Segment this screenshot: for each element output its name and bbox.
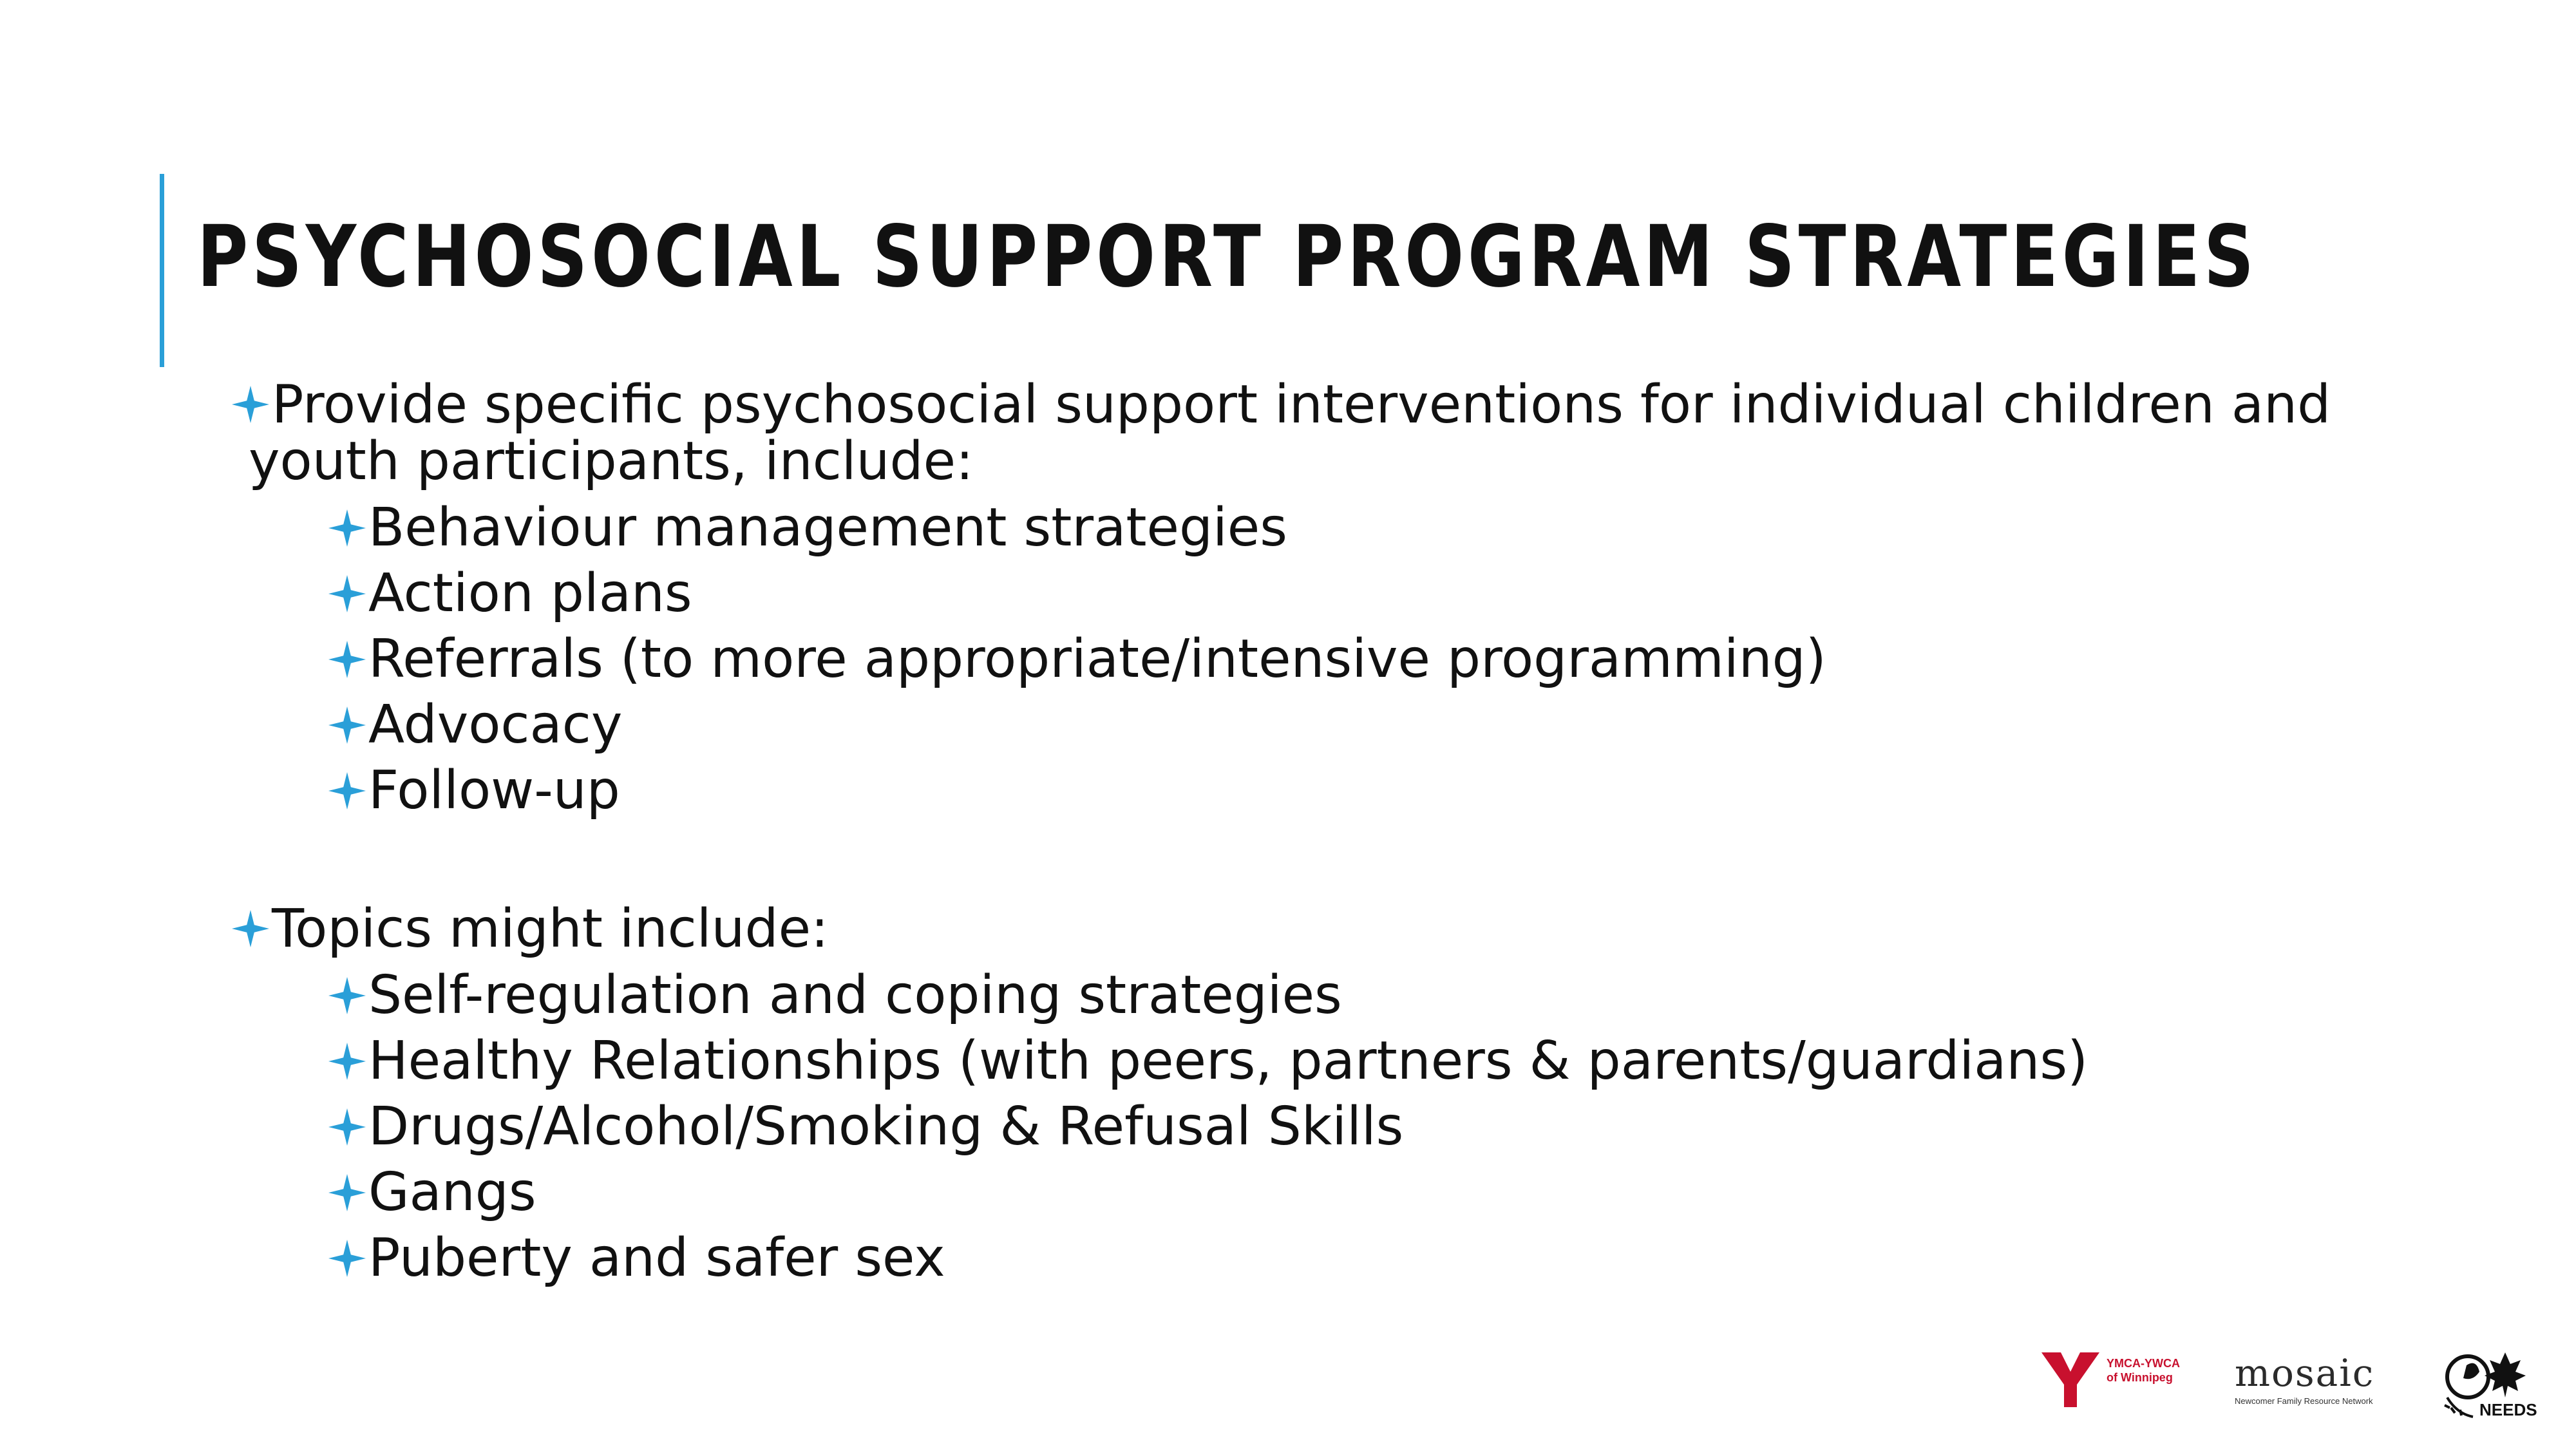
bullet-text: Topics might include: (272, 898, 829, 960)
ymca-logo-text: YMCA-YWCA (2107, 1357, 2180, 1370)
sub-bullet-text: Referrals (to more appropriate/intensive programming) (368, 629, 1826, 690)
sub-bullet-item (328, 627, 2357, 692)
sub-bullet-text: Drugs/Alcohol/Smoking & Refusal Skills (368, 1096, 1404, 1157)
sub-bullet-item (328, 1028, 2357, 1094)
bullet-level1 (232, 374, 2357, 435)
sub-bullet-item (328, 495, 2357, 561)
sub-bullet-item (328, 963, 2357, 1028)
four-point-star-icon (328, 1174, 366, 1211)
four-point-star-icon (328, 1043, 366, 1080)
bullet-text: Provide specific psychosocial support interventions for individual children and (272, 374, 2331, 435)
mosaic-logo-text: mosaic (2235, 1351, 2375, 1395)
sub-bullet-item (328, 1160, 2357, 1226)
ymca-y-icon (2038, 1346, 2103, 1410)
slide-title: PSYCHOSOCIAL SUPPORT PROGRAM STRATEGIES (197, 207, 2258, 307)
four-point-star-icon (328, 977, 366, 1014)
four-point-star-icon (232, 386, 269, 423)
sub-bullet-text: Action plans (368, 563, 692, 624)
sub-bullet-item (328, 561, 2357, 627)
title-accent-bar (160, 174, 164, 367)
mosaic-logo (2235, 1352, 2374, 1423)
sub-bullet-text: Gangs (368, 1162, 536, 1223)
ymca-logo-subtext: of Winnipeg (2107, 1371, 2173, 1384)
mosaic-logo-subtext: Newcomer Family Resource Network (2235, 1396, 2373, 1406)
sub-bullet-item (328, 1226, 2357, 1291)
four-point-star-icon (328, 641, 366, 678)
sub-bullet-list (232, 495, 2357, 824)
sub-bullet-text: Healthy Relationships (with peers, partners & parents/guardians) (368, 1030, 2088, 1092)
bullet-level1 (232, 898, 2357, 960)
sub-bullet-text: Puberty and safer sex (368, 1227, 945, 1289)
sub-bullet-text: Behaviour management strategies (368, 497, 1287, 558)
sub-bullet-item (328, 758, 2357, 824)
sub-bullet-text: Advocacy (368, 694, 623, 755)
sub-bullet-item (328, 1094, 2357, 1160)
four-point-star-icon (328, 706, 366, 744)
needs-logo-text: NEEDS (2479, 1400, 2537, 1419)
four-point-star-icon (328, 509, 366, 547)
sub-bullet-text: Follow-up (368, 760, 620, 821)
four-point-star-icon (328, 772, 366, 810)
sub-bullet-text: Self-regulation and coping strategies (368, 965, 1342, 1026)
four-point-star-icon (232, 910, 269, 947)
slide-content (232, 374, 2357, 1291)
four-point-star-icon (328, 575, 366, 612)
ymca-logo (2038, 1346, 2180, 1417)
sub-bullet-item (328, 692, 2357, 758)
four-point-star-icon (328, 1108, 366, 1146)
sub-bullet-list (232, 963, 2357, 1291)
bullet-text-continuation: youth participants, include: (249, 431, 974, 492)
needs-logo (2441, 1346, 2557, 1423)
four-point-star-icon (328, 1240, 366, 1277)
